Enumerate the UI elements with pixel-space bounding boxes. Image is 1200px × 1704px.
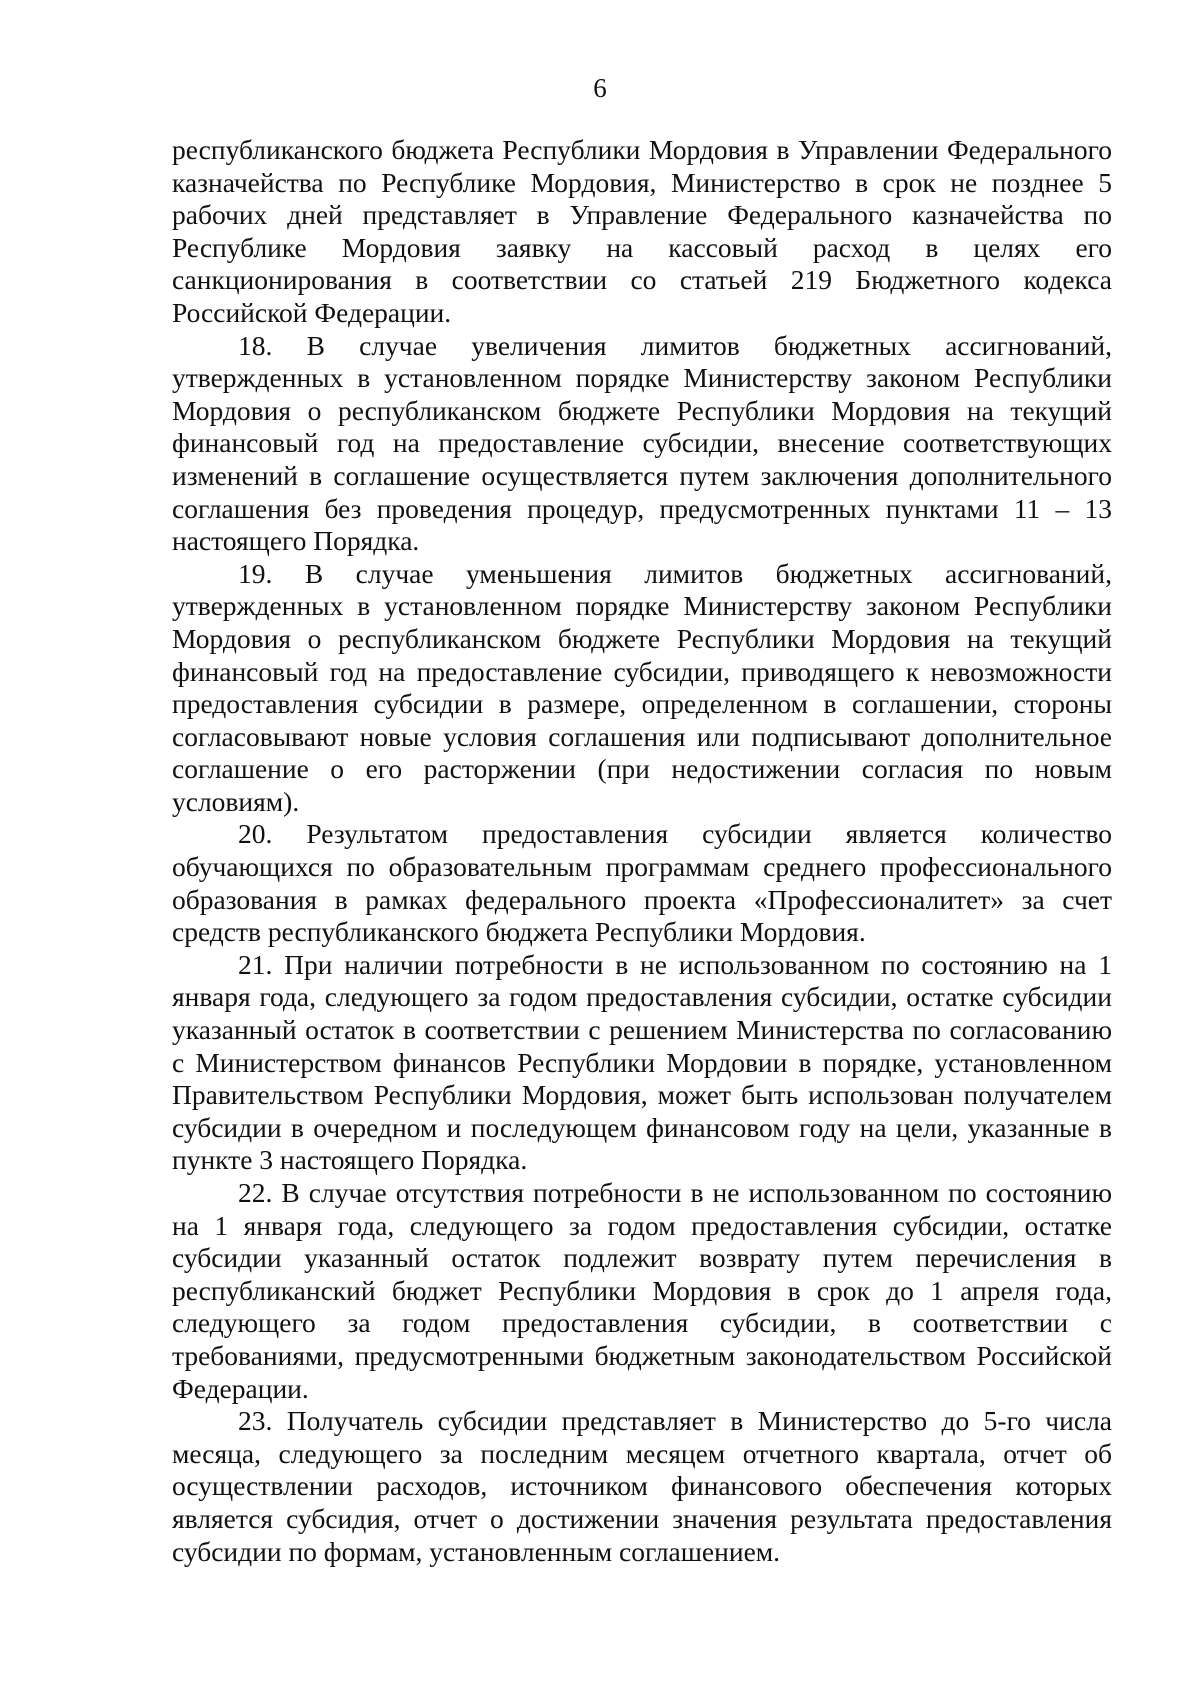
paragraph-22: 22. В случае отсутствия потребности в не использованном по состоянию на 1 января года, следующего за годом предоставления субсидии, остатке субсидии указанный остаток подлежит возврату путем перечисления в республиканский бюджет Республики Мордовия в срок до 1 апреля года, следующего за годом предоставления субсидии, в соответствии с требованиями, предусмотренными бюджетным законодательством Российской Федерации.	[172, 1177, 1112, 1404]
paragraph-20: 20. Результатом предоставления субсидии является количество обучающихся по образовательным программам среднего профессионального образования в рамках федерального проекта «Профессионалитет» за счет средств республиканского бюджета Республики Мордовия.	[172, 818, 1112, 948]
page-number: 6	[593, 73, 607, 103]
paragraph-18: 18. В случае увеличения лимитов бюджетных ассигнований, утвержденных в установленном порядке Министерству законом Республики Мордовия о республиканском бюджете Республики Мордовия на текущий финансовый год на предоставление субсидии, внесение соответствующих изменений в соглашение осуществляется путем заключения дополнительного соглашения без проведения процедур, предусмотренных пунктами 11 – 13 настоящего Порядка.	[172, 329, 1112, 557]
paragraph-21: 21. При наличии потребности в не использованном по состоянию на 1 января года, следующего за годом предоставления субсидии, остатке субсидии указанный остаток в соответствии с решением Министерства по согласованию с Министерством финансов Республики Мордовии в порядке, установленном Правительством Республики Мордовия, может быть использован получателем субсидии в очередном и последующем финансовом году на цели, указанные в пункте 3 настоящего Порядка.	[172, 948, 1112, 1176]
paragraph-19: 19. В случае уменьшения лимитов бюджетных ассигнований, утвержденных в установленном порядке Министерству законом Республики Мордовия о республиканском бюджете Республики Мордовия на текущий финансовый год на предоставление субсидии, приводящего к невозможности предоставления субсидии в размере, определенном в соглашении, стороны согласовывают новые условия соглашения или подписывают дополнительное соглашение о его расторжении (при недостижении согласия по новым условиям).	[172, 557, 1112, 817]
document-body	[172, 134, 1112, 1568]
paragraph-23: 23. Получатель субсидии представляет в Министерство до 5-го числа месяца, следующего за последним месяцем отчетного квартала, отчет об осуществлении расходов, источником финансового обеспечения которых является субсидия, отчет о достижении значения результата предоставления субсидии по формам, установленным соглашением.	[172, 1405, 1112, 1567]
paragraph-continuation: республиканского бюджета Республики Мордовия в Управлении Федерального казначейства по Республике Мордовия, Министерство в срок не позднее 5 рабочих дней представляет в Управление Федерального казначейства по Республике Мордовия заявку на кассовый расход в целях его санкционирования в соответствии со статьей 219 Бюджетного кодекса Российской Федерации.	[172, 134, 1112, 328]
